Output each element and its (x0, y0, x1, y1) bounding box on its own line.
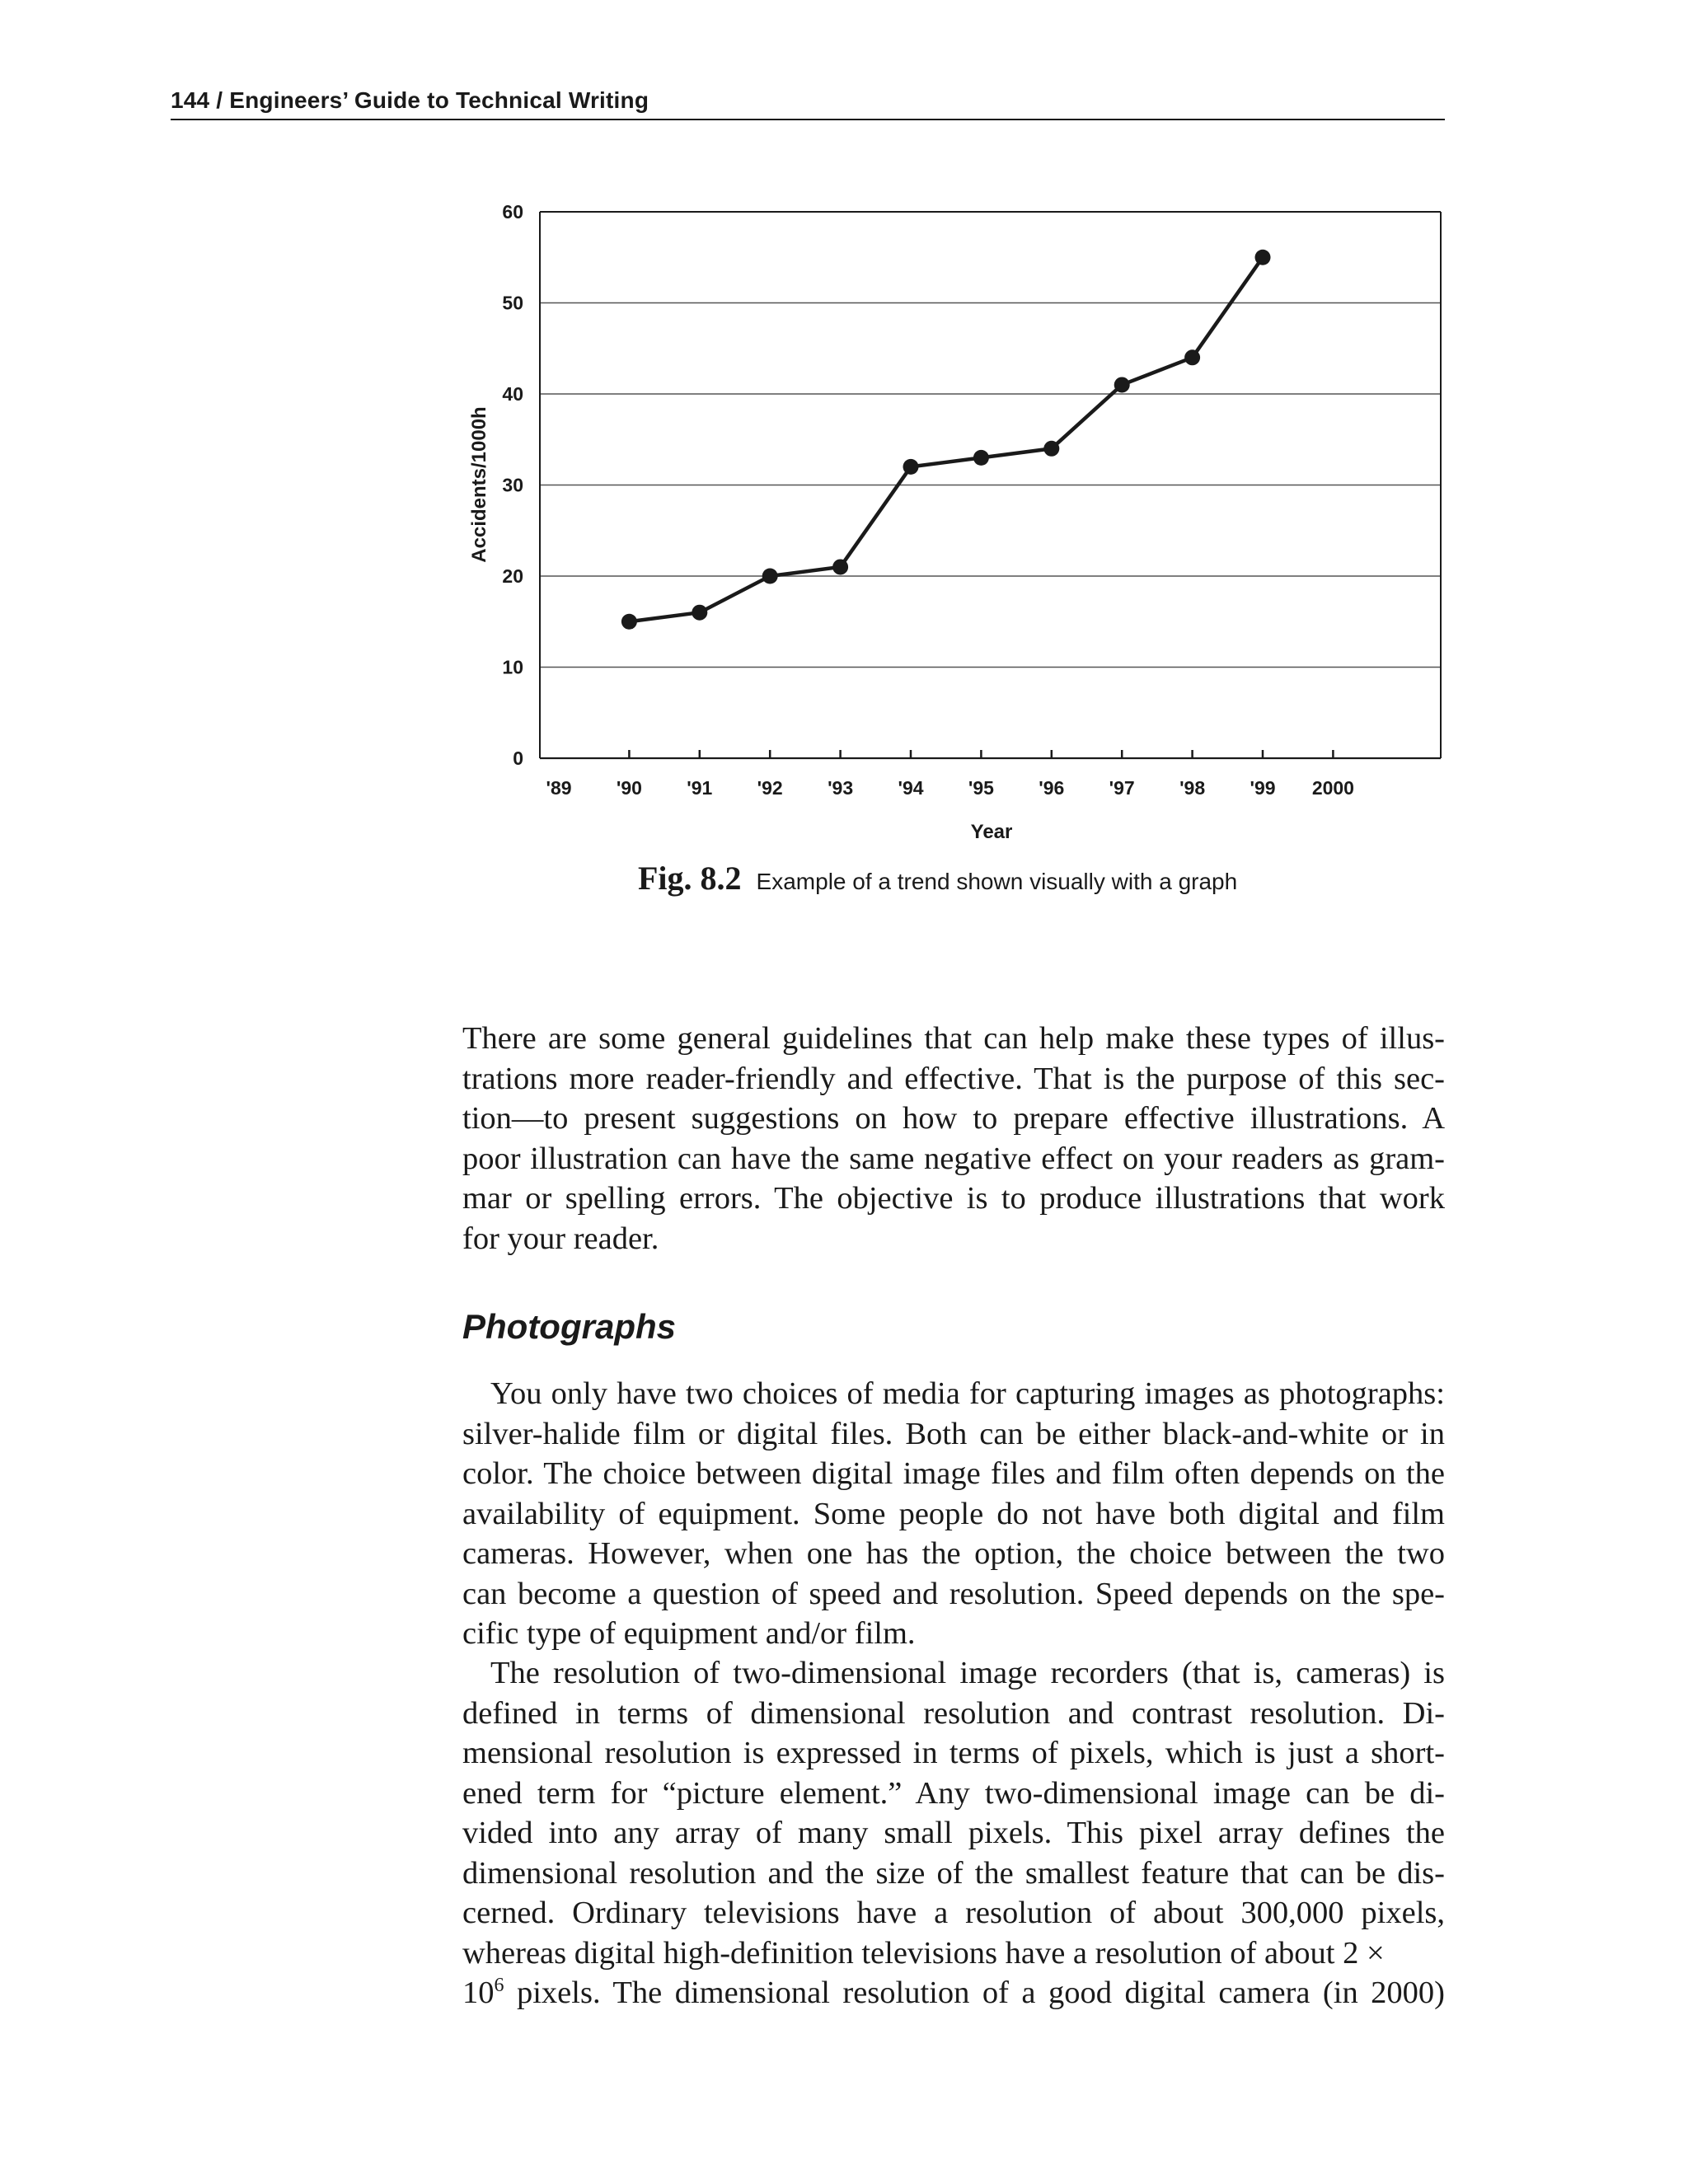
x-tick-label: '91 (687, 777, 713, 799)
paragraph-3-line: cerned. Ordinary televisions have a resolution of about 300,000 pixels, (462, 1896, 1445, 1930)
y-tick-label: 30 (502, 474, 523, 496)
data-point (832, 559, 848, 574)
x-tick-label: '93 (828, 777, 854, 799)
x-tick-label: '98 (1179, 777, 1206, 799)
section-heading: Photographs (462, 1307, 676, 1346)
paragraph-1-line: There are some general guidelines that can help make these types of illus- (462, 1021, 1445, 1056)
paragraph-1 (462, 1019, 1445, 1258)
data-point (762, 569, 778, 584)
paragraph-1-line: tion—to present suggestions on how to prepare effective illustrations. A (462, 1101, 1445, 1136)
line-remainder: pixels. The dimensional resolution of a good digital camera (in 2000) (504, 1975, 1445, 2010)
x-tick-label: '99 (1250, 777, 1276, 799)
data-point (1184, 349, 1200, 365)
y-tick-label: 10 (502, 656, 523, 678)
data-point (903, 459, 919, 475)
y-tick-label: 0 (513, 748, 523, 769)
paragraph-3-line: The resolution of two-dimensional image recorders (that is, cameras) is (490, 1656, 1445, 1690)
x-tick-label: '90 (616, 777, 642, 799)
paragraph-2-line: cific type of equipment and/or film. (462, 1616, 916, 1651)
x-axis-title: Year (970, 821, 1013, 843)
paragraph-1-line: trations more reader-friendly and effective. That is the purpose of this sec- (462, 1061, 1445, 1096)
trend-line-chart (445, 190, 1459, 865)
exponent-superscript: 6 (494, 1975, 504, 1997)
figure-caption (638, 859, 1237, 898)
x-tick-label: '96 (1039, 777, 1065, 799)
x-tick-label: 2000 (1311, 777, 1354, 799)
x-tick-label: '89 (546, 777, 572, 799)
y-tick-label: 60 (502, 201, 523, 223)
data-point (692, 605, 707, 621)
x-tick-label: '97 (1109, 777, 1135, 799)
figure-caption-text: Example of a trend shown visually with a graph (756, 869, 1238, 894)
chart-svg (445, 190, 1459, 865)
x-tick-label: '95 (968, 777, 994, 799)
y-axis-title: Accidents/1000h (468, 406, 490, 563)
data-point (973, 450, 989, 466)
paragraph-3 (462, 1653, 1445, 2013)
paragraph-3-last-line (462, 1973, 1445, 2013)
x-tick-label: '92 (757, 777, 783, 799)
running-head: 144 / Engineers’ Guide to Technical Writing (171, 87, 1445, 120)
y-tick-label: 50 (502, 292, 523, 314)
paragraph-3-line: whereas digital high-definition televisions have a resolution of about 2 × (462, 1935, 1385, 1971)
paragraph-3-line: dimensional resolution and the size of the smallest feature that can be dis- (462, 1855, 1445, 1891)
paragraph-1-line: for your reader. (462, 1221, 659, 1256)
paragraph-3-line: vided into any array of many small pixels. This pixel array defines the (462, 1816, 1445, 1850)
x-tick-label: '94 (898, 777, 924, 799)
data-point (621, 614, 637, 630)
paragraph-1-line: poor illustration can have the same negative effect on your readers as gram- (462, 1141, 1445, 1176)
paragraph-2 (462, 1374, 1445, 1654)
paragraph-2-line: can become a question of speed and resolution. Speed depends on the spe- (462, 1576, 1445, 1611)
data-point (1255, 250, 1271, 265)
exponent-base: 10 (462, 1975, 495, 2010)
paragraph-3-line: mensional resolution is expressed in terms of pixels, which is just a short- (462, 1736, 1445, 1770)
paragraph-2-line: silver-halide film or digital files. Both can be either black-and-white or in (462, 1416, 1445, 1451)
paragraph-2-line: You only have two choices of media for capturing images as photographs: (490, 1376, 1445, 1411)
paragraph-2-line: availability of equipment. Some people do not have both digital and film (462, 1496, 1445, 1531)
y-tick-label: 20 (502, 565, 523, 587)
figure-label: Fig. 8.2 (638, 860, 742, 897)
paragraph-1-line: mar or spelling errors. The objective is to produce illustrations that work (462, 1181, 1445, 1216)
series-line (629, 257, 1263, 621)
paragraph-2-line: cameras. However, when one has the option, the choice between the two (462, 1536, 1445, 1571)
paragraph-3-line: defined in terms of dimensional resolution and contrast resolution. Di- (462, 1695, 1445, 1731)
paragraph-2-line: color. The choice between digital image files and film often depends on the (462, 1456, 1445, 1491)
y-tick-label: 40 (502, 383, 523, 405)
data-point (1043, 441, 1059, 457)
data-point (1114, 377, 1130, 392)
paragraph-3-line: ened term for “picture element.” Any two-dimensional image can be di- (462, 1775, 1445, 1811)
